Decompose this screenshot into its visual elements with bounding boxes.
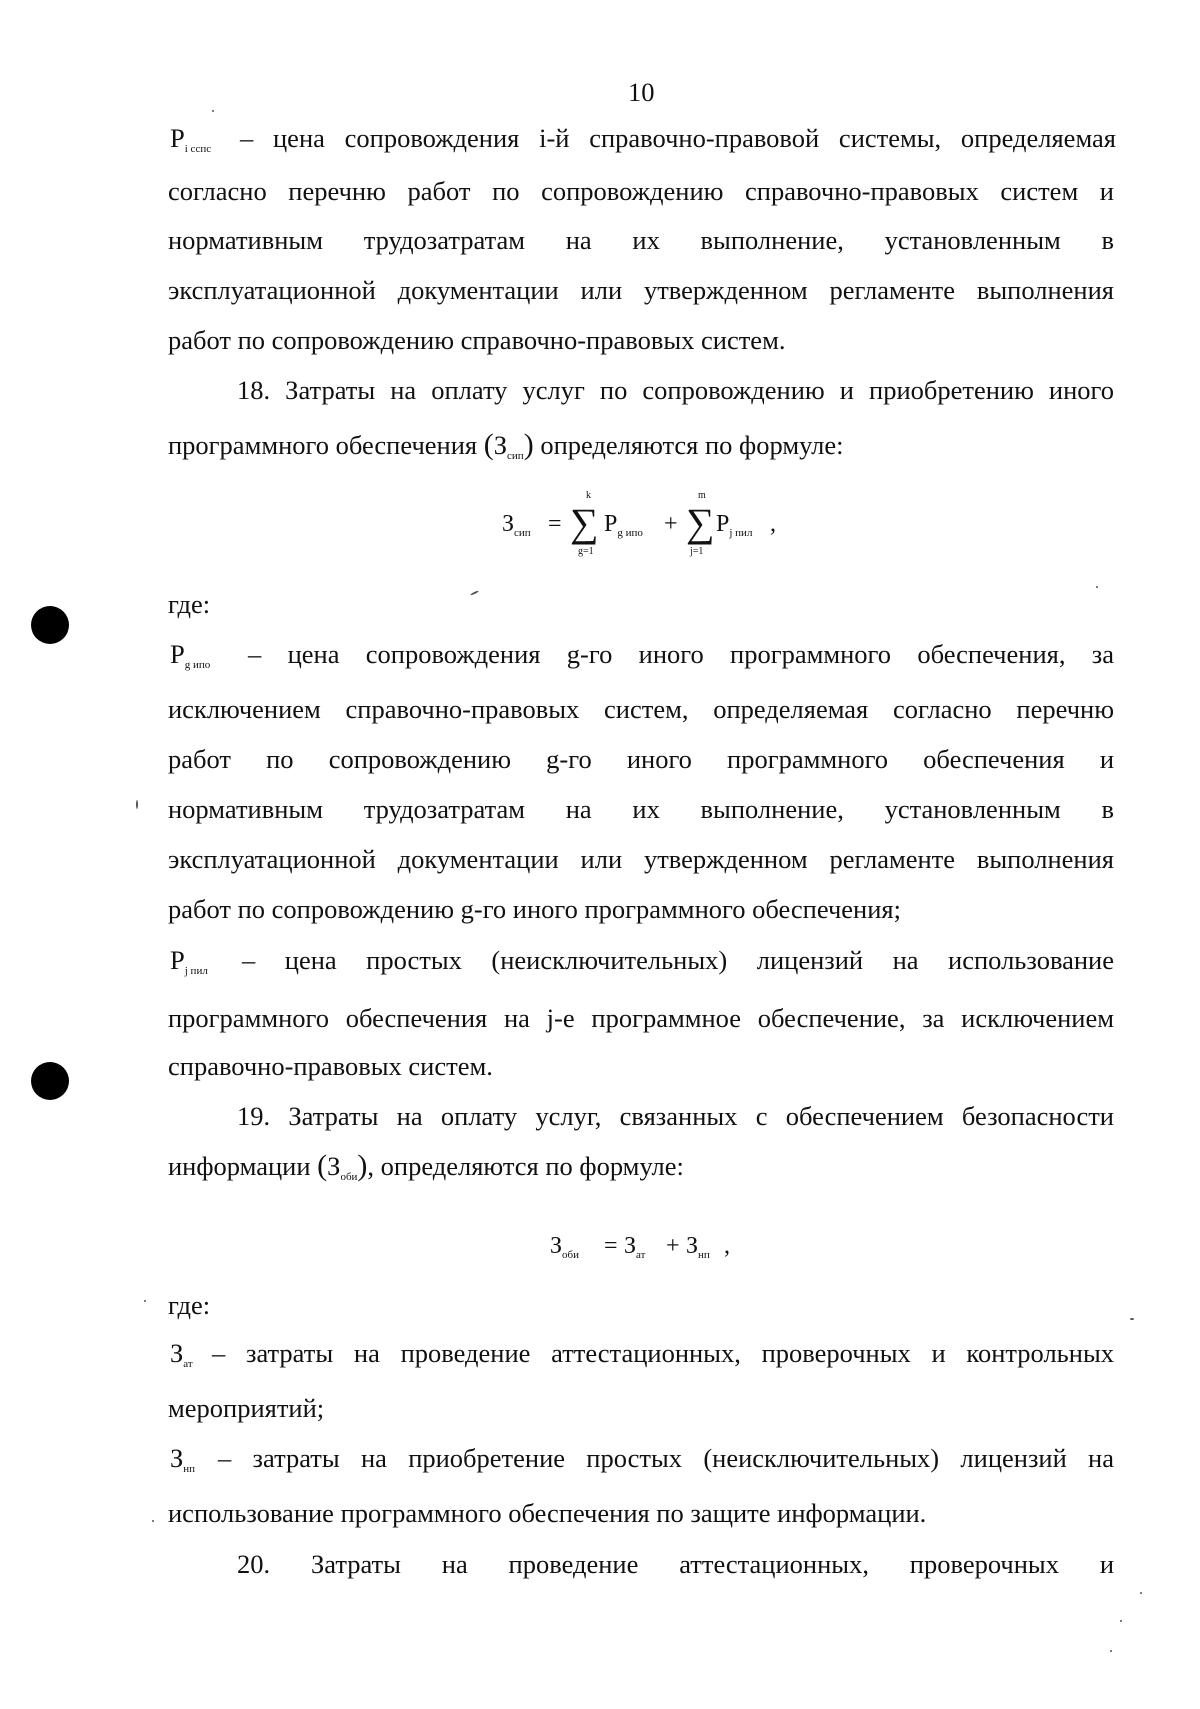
definition-p-jpil-text: – цена простых (неисключительных) лицензий на использование [242, 945, 1114, 975]
definition-line: нормативным трудозатратам на их выполнение, установленным в [168, 225, 1114, 255]
sum-lower-limit: g=1 [578, 546, 594, 557]
definition-z-at-symbol: $З_{ат}$ [170, 1338, 193, 1370]
scan-speck [144, 1300, 146, 1302]
formula-term: $P_{g ипо}$ [604, 511, 643, 539]
scan-speck [136, 800, 138, 809]
definition-p-issps-text: – цена сопровождения i-й справочно-правовой системы, определяемая [240, 123, 1116, 153]
sum-upper-limit: m [698, 490, 706, 501]
definition-z-np-text: – затраты на приобретение простых (неисключительных) лицензий на [218, 1443, 1114, 1473]
formula-plus: + [666, 1233, 680, 1259]
scan-speck [1130, 1318, 1134, 1320]
where-label: где: [168, 589, 211, 619]
paragraph-20: 20. Затраты на проведение аттестационных, проверочных и [237, 1549, 1114, 1579]
definition-p-issps-symbol: $P_{i ccпc}$ [170, 123, 212, 155]
definition-line: исключением справочно-правовых систем, определяемая согласно перечню [168, 694, 1114, 724]
definition-p-gipo-symbol: $P_{g ипо}$ [170, 639, 211, 671]
sum-symbol: ∑ [570, 500, 599, 545]
paragraph-18: 18. Затраты на оплату услуг по сопровождению и приобретению иного [237, 375, 1114, 405]
formula-end: , [770, 511, 776, 537]
paragraph-19-line2: информации $(З_{оби})$, определяются по формуле: [168, 1149, 684, 1183]
definition-line: эксплуатационной документации или утвержденном регламенте выполнения [168, 844, 1114, 874]
paragraph-18-line2: программного обеспечения $(З_{сип})$ определяются по формуле: [168, 428, 844, 462]
definition-line: нормативным трудозатратам на их выполнение, установленным в [168, 794, 1114, 824]
where-label: где: [168, 1290, 211, 1320]
formula-end: , [724, 1233, 730, 1259]
definition-z-np-symbol: $З_{нп}$ [170, 1443, 196, 1475]
definition-line: справочно-правовых систем. [168, 1051, 493, 1081]
scan-speck [1096, 586, 1098, 588]
sum-upper-limit: k [586, 490, 591, 501]
formula-lhs: $З_{оби}$ [550, 1233, 580, 1261]
binder-hole [31, 606, 69, 644]
definition-z-at-text: – затраты на проведение аттестационных, проверочных и контрольных [212, 1338, 1114, 1368]
scan-speck [212, 110, 214, 112]
scan-speck [1120, 1620, 1122, 1622]
definition-line: работ по сопровождению g-го иного программного обеспечения и [168, 744, 1114, 774]
formula-term: $З_{ат}$ [624, 1233, 646, 1261]
formula-eq: = [604, 1233, 618, 1259]
formula-plus: + [664, 511, 678, 537]
paragraph-19: 19. Затраты на оплату услуг, связанных с обеспечением безопасности [237, 1101, 1114, 1131]
scan-speck [470, 590, 479, 596]
scan-speck [1110, 1650, 1112, 1652]
definition-line: работ по сопровождению g-го иного программного обеспечения; [168, 894, 901, 924]
page-number: 10 [628, 77, 655, 107]
definition-line: программного обеспечения на j-е программное обеспечение, за исключением [168, 1003, 1114, 1033]
sum-symbol: ∑ [686, 500, 715, 545]
sum-lower-limit: j=1 [690, 546, 704, 557]
definition-line: мероприятий; [168, 1393, 325, 1423]
scan-speck [152, 1520, 154, 1522]
definition-line: работ по сопровождению справочно-правовых систем. [168, 325, 786, 355]
formula-term: $P_{j пил}$ [716, 511, 753, 539]
binder-hole [31, 1062, 69, 1100]
scan-speck [1140, 1592, 1142, 1594]
formula-term: $З_{нп}$ [686, 1233, 710, 1261]
formula-lhs: $З_{сип}$ [502, 511, 531, 539]
definition-line: эксплуатационной документации или утвержденном регламенте выполнения [168, 275, 1114, 305]
definition-p-gipo-text: – цена сопровождения g-го иного программного обеспечения, за [248, 639, 1114, 669]
formula-eq: = [548, 511, 562, 537]
definition-p-jpil-symbol: $P_{j пил}$ [170, 945, 208, 977]
definition-line: согласно перечню работ по сопровождению справочно-правовых систем и [168, 176, 1114, 206]
definition-line: использование программного обеспечения по защите информации. [168, 1498, 927, 1528]
